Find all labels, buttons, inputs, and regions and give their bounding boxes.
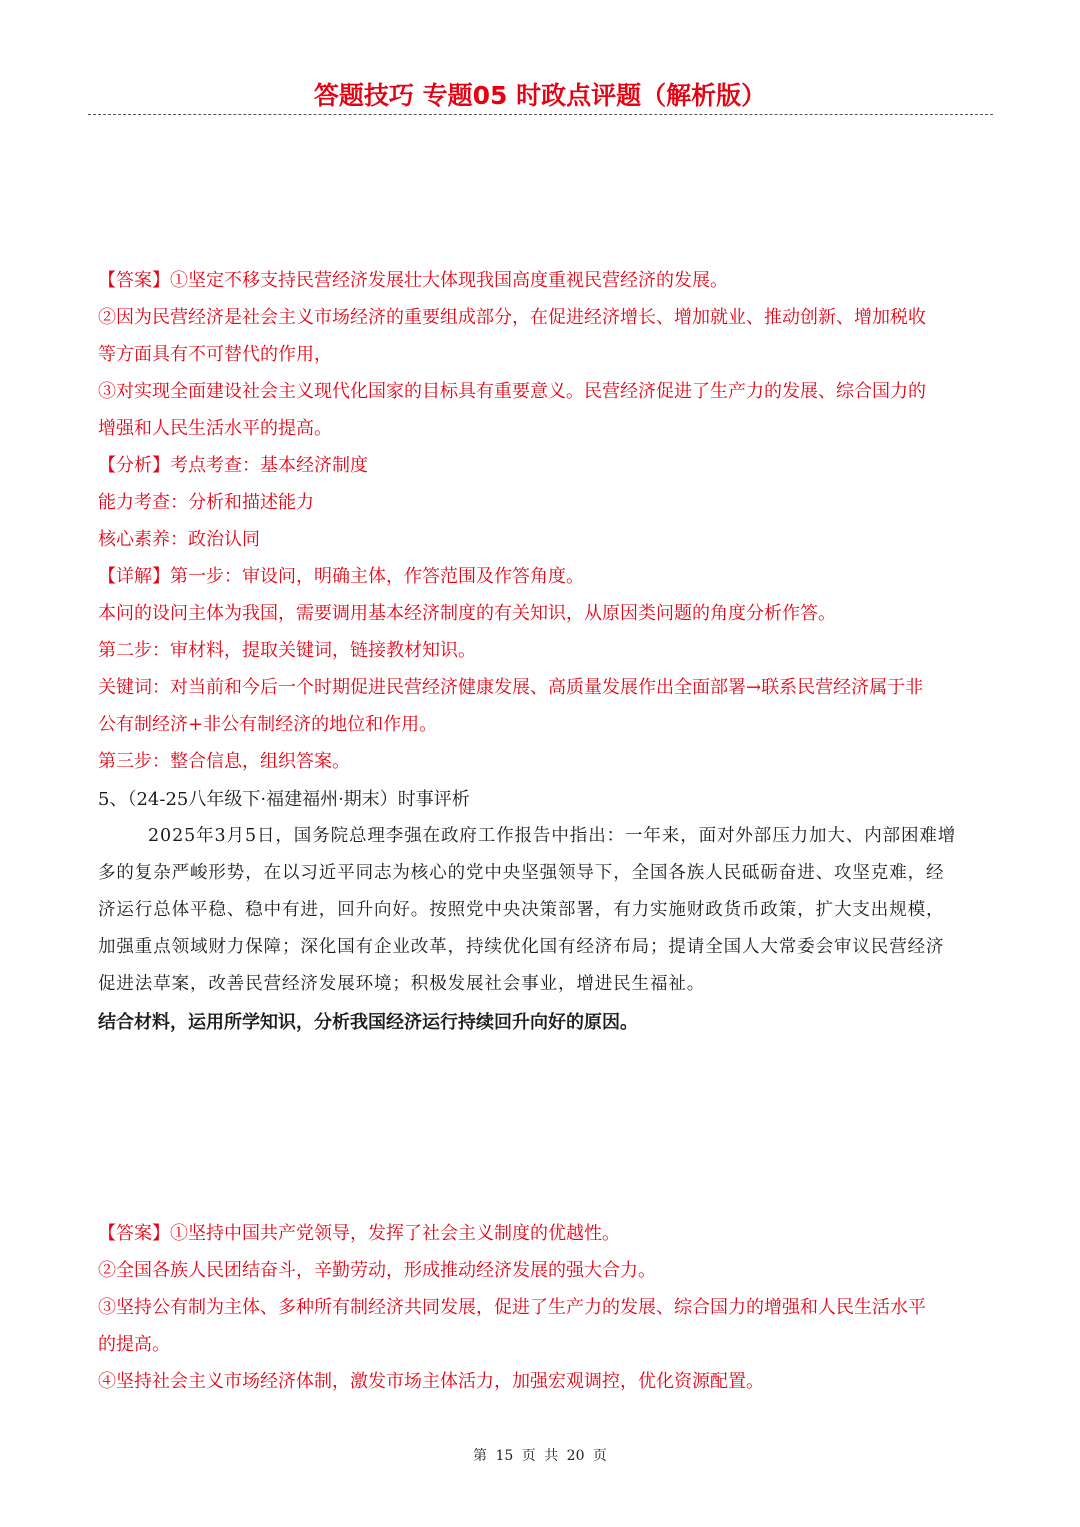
question-5-prompt: 结合材料，运用所学知识，分析我国经济运行持续回升向好的原因。 — [98, 1012, 638, 1033]
question-5-material — [98, 818, 988, 1003]
material-line: 多的复杂严峻形势，在以习近平同志为核心的党中央坚强领导下，全国各族人民砥砺奋进、攻坚克难，经 — [98, 863, 945, 883]
explanation-line: 第三步：整合信息，组织答案。 — [98, 751, 350, 772]
page-footer: 第 15 页 共 20 页 — [473, 1448, 607, 1464]
answer-4-line: ②因为民营经济是社会主义市场经济的重要组成部分，在促进经济增长、增加就业、推动创新、增加税收 — [98, 307, 926, 328]
answer-5-line: ③坚持公有制为主体、多种所有制经济共同发展，促进了生产力的发展、综合国力的增强和人民生活水平 — [98, 1297, 926, 1318]
explanation-line: 关键词：对当前和今后一个时期促进民营经济健康发展、高质量发展作出全面部署→联系民营经济属于非 — [98, 677, 924, 698]
answer-5-line: 【答案】①坚持中国共产党领导，发挥了社会主义制度的优越性。 — [98, 1223, 620, 1244]
answer-5-line: 的提高。 — [98, 1334, 170, 1355]
explanation-line: 第二步：审材料，提取关键词，链接教材知识。 — [98, 640, 476, 661]
explanation-line: 公有制经济+非公有制经济的地位和作用。 — [98, 714, 438, 735]
analysis-line: 能力考查：分析和描述能力 — [98, 492, 314, 513]
answer-4-line: 等方面具有不可替代的作用， — [98, 344, 332, 365]
material-line: 2025年3月5日，国务院总理李强在政府工作报告中指出：一年来，面对外部压力加大、内部困难增 — [148, 826, 957, 846]
question-5-heading: 5、（24-25八年级下·福建福州·期末）时事评析 — [98, 789, 470, 810]
answer-5-line: ②全国各族人民团结奋斗，辛勤劳动，形成推动经济发展的强大合力。 — [98, 1260, 656, 1281]
title-divider — [88, 114, 993, 115]
explanation-line: 本问的设问主体为我国，需要调用基本经济制度的有关知识，从原因类问题的角度分析作答。 — [98, 603, 836, 624]
page-title: 答题技巧 专题05 时政点评题（解析版） — [313, 81, 767, 110]
answer-4-line: 【答案】①坚定不移支持民营经济发展壮大体现我国高度重视民营经济的发展。 — [98, 270, 728, 291]
material-line: 济运行总体平稳、稳中有进，回升向好。按照党中央决策部署，有力实施财政货币政策，扩大支出规模， — [98, 900, 945, 920]
answer-5-line: ④坚持社会主义市场经济体制，激发市场主体活力，加强宏观调控，优化资源配置。 — [98, 1371, 764, 1392]
analysis-line: 核心素养：政治认同 — [98, 529, 260, 550]
explanation-line: 【详解】第一步：审设问，明确主体，作答范围及作答角度。 — [98, 566, 584, 587]
answer-5-block — [98, 1215, 988, 1400]
question-5-prompt-block — [98, 1004, 988, 1041]
question-5-heading-block — [98, 781, 988, 818]
material-line: 促进法草案，改善民营经济发展环境；积极发展社会事业，增进民生福祉。 — [98, 974, 706, 994]
answer-4-block — [98, 262, 988, 780]
analysis-line: 【分析】考点考查：基本经济制度 — [98, 455, 368, 476]
answer-4-line: ③对实现全面建设社会主义现代化国家的目标具有重要意义。民营经济促进了生产力的发展、综合国力的 — [98, 381, 926, 402]
answer-4-line: 增强和人民生活水平的提高。 — [98, 418, 332, 439]
material-line: 加强重点领域财力保障；深化国有企业改革，持续优化国有经济布局；提请全国人大常委会审议民营经济 — [98, 937, 945, 957]
